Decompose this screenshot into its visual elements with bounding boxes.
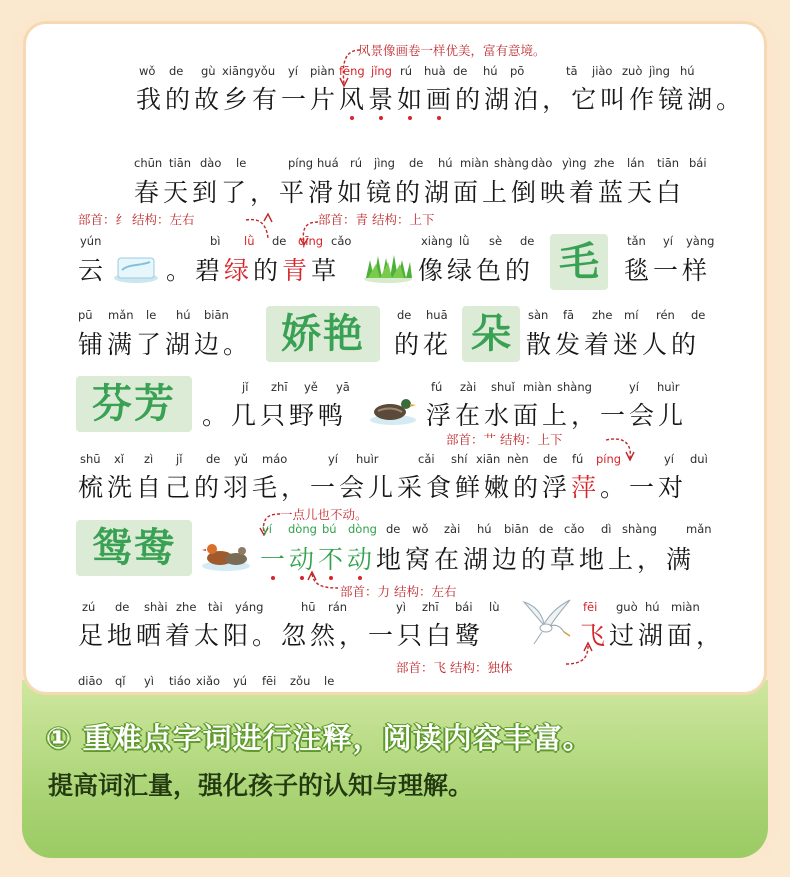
pinyin: xiǎo	[196, 674, 221, 688]
pinyin: lǜ	[244, 234, 255, 248]
hanzi-annotated	[339, 85, 397, 114]
hanzi-line	[78, 468, 687, 504]
hanzi-highlight: 绿	[224, 256, 254, 285]
grass-icon	[362, 252, 414, 284]
annotation-scenery: 风景像画卷一样优美，富有意境。	[358, 43, 546, 58]
pinyin: tiáo	[169, 674, 191, 688]
pinyin: rú	[400, 64, 413, 78]
hanzi-segment: 像绿色的	[418, 256, 535, 285]
emphasis-dot	[271, 576, 275, 580]
pinyin: yě	[304, 380, 318, 394]
pinyin: yàng	[686, 234, 715, 248]
emphasis-dot	[300, 576, 304, 580]
hanzi-segment: 地窝在湖边的草地上，满	[376, 545, 696, 574]
pinyin: biān	[504, 522, 529, 536]
pinyin: jìng	[374, 156, 395, 170]
pinyin: jǐng	[371, 64, 392, 78]
pinyin: shuǐ	[491, 380, 515, 394]
hanzi-segment: 梳洗自己的羽毛，一会儿采食鲜嫩的浮	[78, 473, 572, 502]
pinyin: dòng	[348, 522, 377, 536]
pinyin: de	[115, 600, 130, 614]
pinyin: mǎn	[108, 308, 134, 322]
pinyin: zǒu	[290, 674, 311, 688]
pinyin: miàn	[671, 600, 700, 614]
emphasis-dot	[437, 116, 441, 120]
pinyin: hú	[176, 308, 191, 322]
pinyin: pū	[78, 308, 93, 322]
pinyin: chūn	[134, 156, 163, 170]
pinyin: hú	[477, 522, 492, 536]
highlight-char: 毛	[550, 234, 608, 290]
pinyin: pō	[510, 64, 525, 78]
hanzi-segment: 毯一样	[624, 256, 712, 285]
pinyin: cǎo	[331, 234, 352, 248]
pinyin: qīng	[298, 234, 324, 248]
pinyin: shàng	[557, 380, 592, 394]
pinyin: miàn	[523, 380, 552, 394]
hanzi-segment: 足地晒着太阳。忽然，一只白鹭	[78, 621, 485, 650]
pinyin: mǎn	[686, 522, 712, 536]
pinyin: zhe	[592, 308, 613, 322]
pinyin: fēi	[583, 600, 598, 614]
pinyin: de	[272, 234, 287, 248]
mandarin-duck-icon	[200, 538, 252, 572]
hanzi-segment: 。几只野鸭	[202, 401, 348, 430]
pinyin: yí	[664, 452, 675, 466]
pinyin: xiān	[476, 452, 501, 466]
hanzi-annotated	[260, 545, 318, 574]
pinyin: de	[453, 64, 468, 78]
hanzi-segment: 铺满了湖边。	[78, 330, 253, 359]
duck-icon	[368, 394, 418, 426]
hanzi-segment: 云	[78, 256, 108, 285]
hanzi-segment: 我的故乡有一片	[136, 85, 340, 114]
emphasis-dot	[408, 116, 412, 120]
hanzi-annotated	[397, 85, 426, 114]
pinyin: shū	[80, 452, 101, 466]
pinyin: lán	[627, 156, 645, 170]
pinyin: wǒ	[139, 64, 156, 78]
annotation-lv: 部首：纟 结构：左右	[78, 212, 195, 227]
pinyin: dòng	[288, 522, 317, 536]
hanzi-segment: 草	[311, 256, 341, 285]
pinyin: sè	[489, 234, 503, 248]
pinyin: yǔ	[234, 452, 249, 466]
hanzi-highlight: 飞	[580, 621, 610, 650]
highlight-word: 鸳鸯	[76, 520, 192, 576]
pinyin: bú	[322, 522, 337, 536]
pinyin: de	[386, 522, 401, 536]
pinyin: zài	[460, 380, 477, 394]
pinyin: zhī	[422, 600, 439, 614]
arrow-icon	[308, 572, 342, 594]
pinyin: zuò	[622, 64, 643, 78]
pinyin: de	[409, 156, 424, 170]
hanzi-segment: 过湖面，	[609, 621, 726, 650]
pinyin: zhe	[176, 600, 197, 614]
pinyin: diāo	[78, 674, 103, 688]
emphasis-dot	[358, 576, 362, 580]
hanzi-annotated	[318, 545, 376, 574]
pinyin: le	[236, 156, 247, 170]
pinyin: le	[324, 674, 335, 688]
annotation-ping: 部首：艹 结构：上下	[446, 432, 563, 447]
caption-headline: ① 重难点字词进行注释，阅读内容丰富。	[46, 721, 593, 755]
hanzi-segment: 散发着迷人的	[526, 330, 701, 359]
highlight-char: 朵	[462, 306, 520, 362]
pinyin: yí	[262, 522, 273, 536]
pinyin: jǐ	[176, 452, 183, 466]
highlight-word: 芬芳	[76, 376, 192, 432]
pinyin: de	[539, 522, 554, 536]
pinyin: xǐ	[114, 452, 125, 466]
hanzi-segment: 风景	[339, 85, 398, 114]
hanzi-segment: 。碧	[166, 256, 225, 285]
pinyin: huìr	[657, 380, 680, 394]
pinyin: shàng	[494, 156, 529, 170]
annotation-fei: 部首：飞 结构：独体	[396, 660, 513, 675]
pinyin: píng	[596, 452, 622, 466]
pinyin: yǒu	[254, 64, 276, 78]
pinyin: shài	[144, 600, 168, 614]
pinyin: wǒ	[412, 522, 429, 536]
pinyin: fú	[431, 380, 443, 394]
pinyin: piàn	[310, 64, 335, 78]
pinyin: hú	[483, 64, 498, 78]
pinyin: fā	[563, 308, 575, 322]
pinyin: yí	[288, 64, 299, 78]
pinyin: yú	[233, 674, 248, 688]
pinyin: tā	[566, 64, 578, 78]
pinyin: zhe	[594, 156, 615, 170]
pinyin: lù	[489, 600, 500, 614]
hanzi-highlight: 萍	[571, 473, 601, 502]
egret-icon	[520, 596, 572, 648]
hanzi-segment: 的花	[394, 330, 453, 359]
pinyin: sàn	[528, 308, 549, 322]
pinyin: bái	[455, 600, 473, 614]
hanzi-line	[260, 540, 695, 576]
pinyin: yí	[328, 452, 339, 466]
pinyin: bì	[210, 234, 221, 248]
pinyin: yā	[336, 380, 350, 394]
pinyin: de	[169, 64, 184, 78]
hanzi-segment: 的	[253, 256, 283, 285]
pinyin: yáng	[235, 600, 264, 614]
pinyin: mí	[624, 308, 639, 322]
hanzi-segment: 浮在水面上，一会儿	[426, 401, 688, 430]
pinyin: dì	[601, 522, 612, 536]
pinyin: qǐ	[115, 674, 126, 688]
pinyin: yìng	[562, 156, 587, 170]
reading-page	[26, 24, 764, 692]
pinyin: hú	[438, 156, 453, 170]
pinyin: guò	[616, 600, 638, 614]
pinyin: fú	[572, 452, 584, 466]
cloud-icon	[112, 254, 160, 284]
emphasis-dot	[379, 116, 383, 120]
pinyin: shàng	[622, 522, 657, 536]
pinyin: huìr	[356, 452, 379, 466]
pinyin: de	[520, 234, 535, 248]
arrow-icon	[564, 642, 594, 670]
pinyin: hū	[301, 600, 316, 614]
pinyin: tiān	[657, 156, 680, 170]
pinyin: gù	[201, 64, 216, 78]
pinyin: hú	[680, 64, 695, 78]
hanzi-segment: 。一对	[600, 473, 688, 502]
hanzi-highlight: 青	[282, 256, 312, 285]
pinyin: yí	[663, 234, 674, 248]
hanzi-line: 春天到了，平滑如镜的湖面上倒映着蓝天白	[134, 178, 686, 207]
pinyin: zú	[82, 600, 96, 614]
pinyin: nèn	[507, 452, 529, 466]
pinyin: miàn	[460, 156, 489, 170]
pinyin: de	[397, 308, 412, 322]
pinyin: huá	[317, 156, 339, 170]
hanzi-line	[580, 616, 725, 652]
hanzi-line	[136, 80, 745, 116]
highlight-word: 娇艳	[266, 306, 380, 362]
pinyin: de	[543, 452, 558, 466]
annotation-yidongbudong: 一点儿也不动。	[280, 507, 368, 522]
pinyin: cǎi	[418, 452, 435, 466]
pinyin: zài	[444, 522, 461, 536]
pinyin: dào	[531, 156, 553, 170]
hanzi-segment: 如	[397, 85, 427, 114]
pinyin: máo	[262, 452, 288, 466]
pinyin: cǎo	[564, 522, 585, 536]
pinyin: jiào	[592, 64, 613, 78]
caption-subline: 提高词汇量，强化孩子的认知与理解。	[48, 771, 474, 800]
pinyin: fēi	[262, 674, 277, 688]
hanzi-segment: 的湖泊，它叫作镜湖。	[455, 85, 746, 114]
pinyin: tiān	[169, 156, 192, 170]
annotation-qing: 部首：青 结构：上下	[318, 212, 435, 227]
emphasis-dot	[350, 116, 354, 120]
pinyin: hú	[645, 600, 660, 614]
pinyin: zhī	[271, 380, 288, 394]
pinyin: huà	[424, 64, 446, 78]
pinyin: tǎn	[627, 234, 646, 248]
pinyin: rán	[328, 600, 348, 614]
pinyin: yún	[80, 234, 102, 248]
pinyin: duì	[690, 452, 708, 466]
pinyin: yì	[144, 674, 155, 688]
pinyin: píng	[288, 156, 314, 170]
pinyin: lǜ	[459, 234, 470, 248]
pinyin: xiāng	[222, 64, 254, 78]
pinyin: yì	[396, 600, 407, 614]
pinyin: dào	[200, 156, 222, 170]
pinyin: de	[691, 308, 706, 322]
hanzi-line	[166, 251, 340, 287]
pinyin: tài	[208, 600, 223, 614]
pinyin: huā	[426, 308, 448, 322]
pinyin: bái	[689, 156, 707, 170]
pinyin: fēng	[339, 64, 365, 78]
hanzi-annotated	[426, 85, 455, 114]
pinyin: de	[206, 452, 221, 466]
pinyin: jìng	[649, 64, 670, 78]
pinyin: zì	[144, 452, 154, 466]
pinyin: le	[146, 308, 157, 322]
hanzi-highlight: 一动	[260, 545, 319, 574]
pinyin: rén	[656, 308, 675, 322]
pinyin: rú	[350, 156, 363, 170]
pinyin: xiàng	[421, 234, 453, 248]
hanzi-highlight: 不动	[318, 545, 377, 574]
pinyin: biān	[204, 308, 229, 322]
pinyin: shí	[451, 452, 468, 466]
annotation-dong: 部首：力 结构：左右	[340, 584, 457, 599]
pinyin: jǐ	[242, 380, 249, 394]
hanzi-segment: 画	[426, 85, 456, 114]
pinyin: yí	[629, 380, 640, 394]
